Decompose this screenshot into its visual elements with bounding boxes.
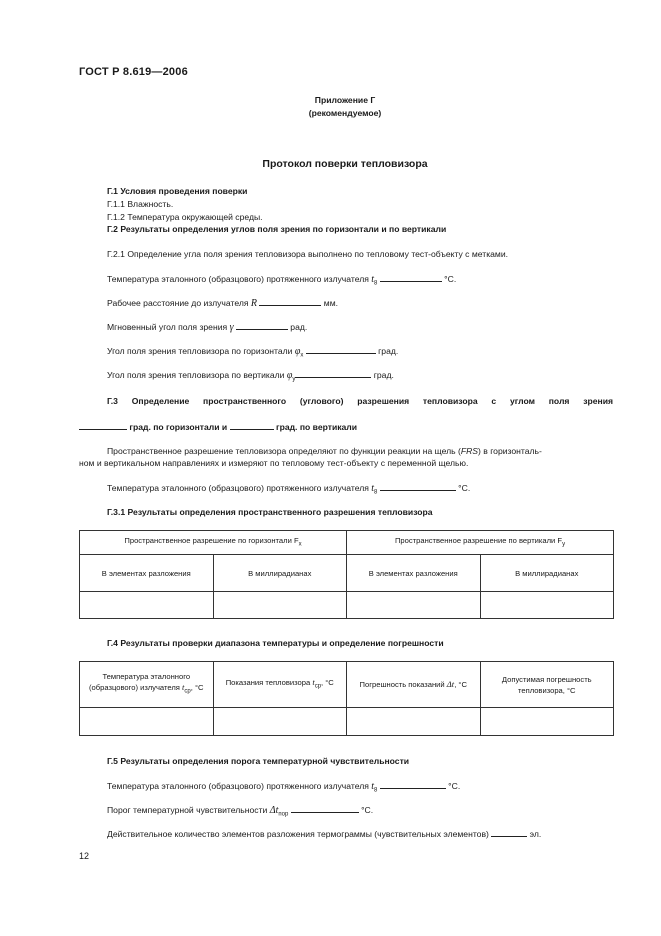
g3-paragraph-line1 [107, 446, 542, 456]
section-g3-heading: Г.3 Определение пространственного (углового) разрешения тепловизора с углом поля зрения [107, 396, 613, 406]
g2-vfov-line [107, 369, 394, 383]
g2-vfov-symbol: φ [286, 370, 293, 381]
g3-temperature-line [107, 482, 470, 496]
table2-reference-temp-unit: , °C [190, 683, 204, 693]
g3-temperature-label: Температура эталонного (образцового) протяженного излучателя [107, 483, 369, 493]
g5-temperature-blank [380, 780, 446, 789]
table1-empty-cell [80, 592, 214, 619]
g5-temperature-subscript: 8 [374, 787, 378, 794]
table2-readings-text: Показания тепловизора [225, 677, 311, 687]
document-code: ГОСТ Р 8.619—2006 [79, 66, 188, 78]
table1-header-vertical-text: Пространственное разрешение по вертикали F [394, 535, 563, 545]
g2-distance-symbol: R [250, 298, 258, 309]
table2-readings-subscript: cp [314, 683, 322, 690]
g3-horizontal-blank [79, 421, 127, 430]
table2-error-symbol: Δt [446, 679, 455, 689]
table1-header-horizontal [80, 531, 347, 555]
g2-temperature-line [107, 273, 456, 287]
table2-readings-unit: , °C [321, 677, 334, 687]
item-g1-1: Г.1.1 Влажность. [107, 199, 174, 209]
g5-count-line [107, 828, 541, 839]
table1-col-elements-h: В элементах разложения [80, 555, 214, 592]
g2-ifov-symbol: γ [229, 322, 234, 333]
g2-vfov-subscript: y [292, 376, 296, 383]
g2-ifov-unit: рад. [290, 322, 308, 332]
g2-distance-line [107, 297, 338, 309]
g2-ifov-blank [236, 321, 288, 330]
table1-header-vertical [347, 531, 614, 555]
g5-count-blank [491, 828, 527, 837]
g3-vertical-blank [230, 421, 274, 430]
spatial-resolution-table [79, 530, 614, 619]
g3-paragraph-line2: ном и вертикальном направлениях и измеряют по тепловому тест-объекту с переменной щелью. [79, 458, 469, 468]
g2-temperature-unit: °C. [444, 274, 457, 284]
table2-reference-temp-symbol: t [182, 682, 185, 693]
g2-hfov-unit: град. [378, 346, 399, 356]
g5-threshold-blank [291, 804, 359, 813]
table1-header-vertical-subscript: y [562, 541, 566, 548]
table1-empty-cell [480, 592, 614, 619]
protocol-title: Протокол поверки тепловизора [262, 158, 428, 170]
g3-horizontal-text: град. по горизонтали и [129, 422, 228, 432]
g5-count-label: Действительное количество элементов разложения термограммы (чувствительных элементов) [107, 829, 489, 839]
g2-ifov-label: Мгновенный угол поля зрения [107, 322, 228, 332]
g2-temperature-blank [380, 273, 442, 282]
table1-header-horizontal-text: Пространственное разрешение по горизонтали F [124, 535, 299, 545]
table2-empty-cell [213, 708, 347, 736]
table2-reference-temp-subscript: cp [184, 688, 191, 695]
g2-distance-label: Рабочее расстояние до излучателя [107, 298, 249, 308]
g2-distance-blank [259, 297, 321, 306]
g2-vfov-blank [295, 369, 371, 378]
g2-hfov-label: Угол поля зрения тепловизора по горизонтали [107, 346, 293, 356]
g3-temperature-symbol: t [371, 483, 375, 494]
g5-threshold-label: Порог температурной чувствительности [107, 805, 268, 815]
section-g5-heading: Г.5 Результаты определения порога температурной чувствительности [107, 756, 410, 766]
table1-empty-cell [347, 592, 481, 619]
table2-reference-temp-text: Температура эталонного (образцового) излучателя [89, 672, 191, 693]
g3-paragraph-text-b: ) в горизонталь- [478, 446, 542, 456]
section-g4-heading: Г.4 Результаты проверки диапазона температуры и определение погрешности [107, 638, 444, 648]
temperature-range-table [79, 661, 614, 736]
table2-col-allowed-error: Допустимая погрешность тепловизора, °C [480, 662, 614, 708]
item-g1-2: Г.1.2 Температура окружающей среды. [107, 212, 263, 222]
g3-paragraph-text-a: Пространственное разрешение тепловизора определяют по функции реакции на щель ( [107, 446, 461, 456]
table2-empty-cell [480, 708, 614, 736]
table2-empty-cell [347, 708, 481, 736]
g3-frs-abbrev: FRS [460, 446, 479, 456]
table2-readings-symbol: t [312, 676, 315, 687]
table1-col-elements-v: В элементах разложения [347, 555, 481, 592]
page-number: 12 [79, 851, 90, 861]
g2-hfov-blank [306, 345, 376, 354]
g5-count-unit: эл. [529, 829, 542, 839]
table2-empty-cell [80, 708, 214, 736]
table2-col-reference-temp [80, 662, 214, 708]
g2-temperature-symbol: t [371, 274, 375, 285]
table1-col-mrad-v: В миллирадианах [480, 555, 614, 592]
g2-vfov-unit: град. [373, 370, 394, 380]
g5-threshold-unit: °C. [361, 805, 374, 815]
g2-distance-unit: мм. [323, 298, 339, 308]
table2-error-unit: , °C [454, 680, 467, 689]
g5-threshold-subscript: пор [278, 811, 289, 818]
g5-temperature-symbol: t [371, 781, 375, 792]
g2-hfov-line [107, 345, 398, 359]
appendix-kind: (рекомендуемое) [308, 108, 382, 118]
table2-col-readings [213, 662, 347, 708]
g5-threshold-symbol: Δt [269, 805, 279, 816]
section-g1-heading: Г.1 Условия проведения поверки [107, 186, 248, 196]
section-g31-heading: Г.3.1 Результаты определения пространственного разрешения тепловизора [107, 507, 433, 517]
g3-heading-line2 [79, 421, 357, 432]
g2-temperature-subscript: 8 [374, 280, 378, 287]
g3-temperature-unit: °C. [458, 483, 471, 493]
paragraph-g2-1: Г.2.1 Определение угла поля зрения тепловизора выполнено по тепловому тест-объекту с метками. [107, 249, 509, 259]
g2-hfov-subscript: x [300, 352, 304, 359]
g2-temperature-label: Температура эталонного (образцового) протяженного излучателя [107, 274, 369, 284]
g3-vertical-text: град. по вертикали [275, 422, 358, 432]
section-g2-heading: Г.2 Результаты определения углов поля зрения по горизонтали и по вертикали [107, 224, 447, 234]
table1-empty-cell [213, 592, 347, 619]
g5-temperature-line [107, 780, 460, 794]
g5-threshold-line [107, 804, 373, 818]
table1-header-horizontal-subscript: x [298, 541, 302, 548]
table2-col-error [347, 662, 481, 708]
g5-temperature-unit: °C. [448, 781, 461, 791]
appendix-label: Приложение Г [314, 95, 376, 105]
g3-temperature-blank [380, 482, 456, 491]
g2-ifov-line [107, 321, 307, 333]
g3-temperature-subscript: 8 [374, 489, 378, 496]
g2-hfov-symbol: φ [294, 346, 301, 357]
g5-temperature-label: Температура эталонного (образцового) протяженного излучателя [107, 781, 369, 791]
table1-col-mrad-h: В миллирадианах [213, 555, 347, 592]
g2-vfov-label: Угол поля зрения тепловизора по вертикали [107, 370, 285, 380]
table2-error-text: Погрешность показаний [359, 680, 445, 689]
